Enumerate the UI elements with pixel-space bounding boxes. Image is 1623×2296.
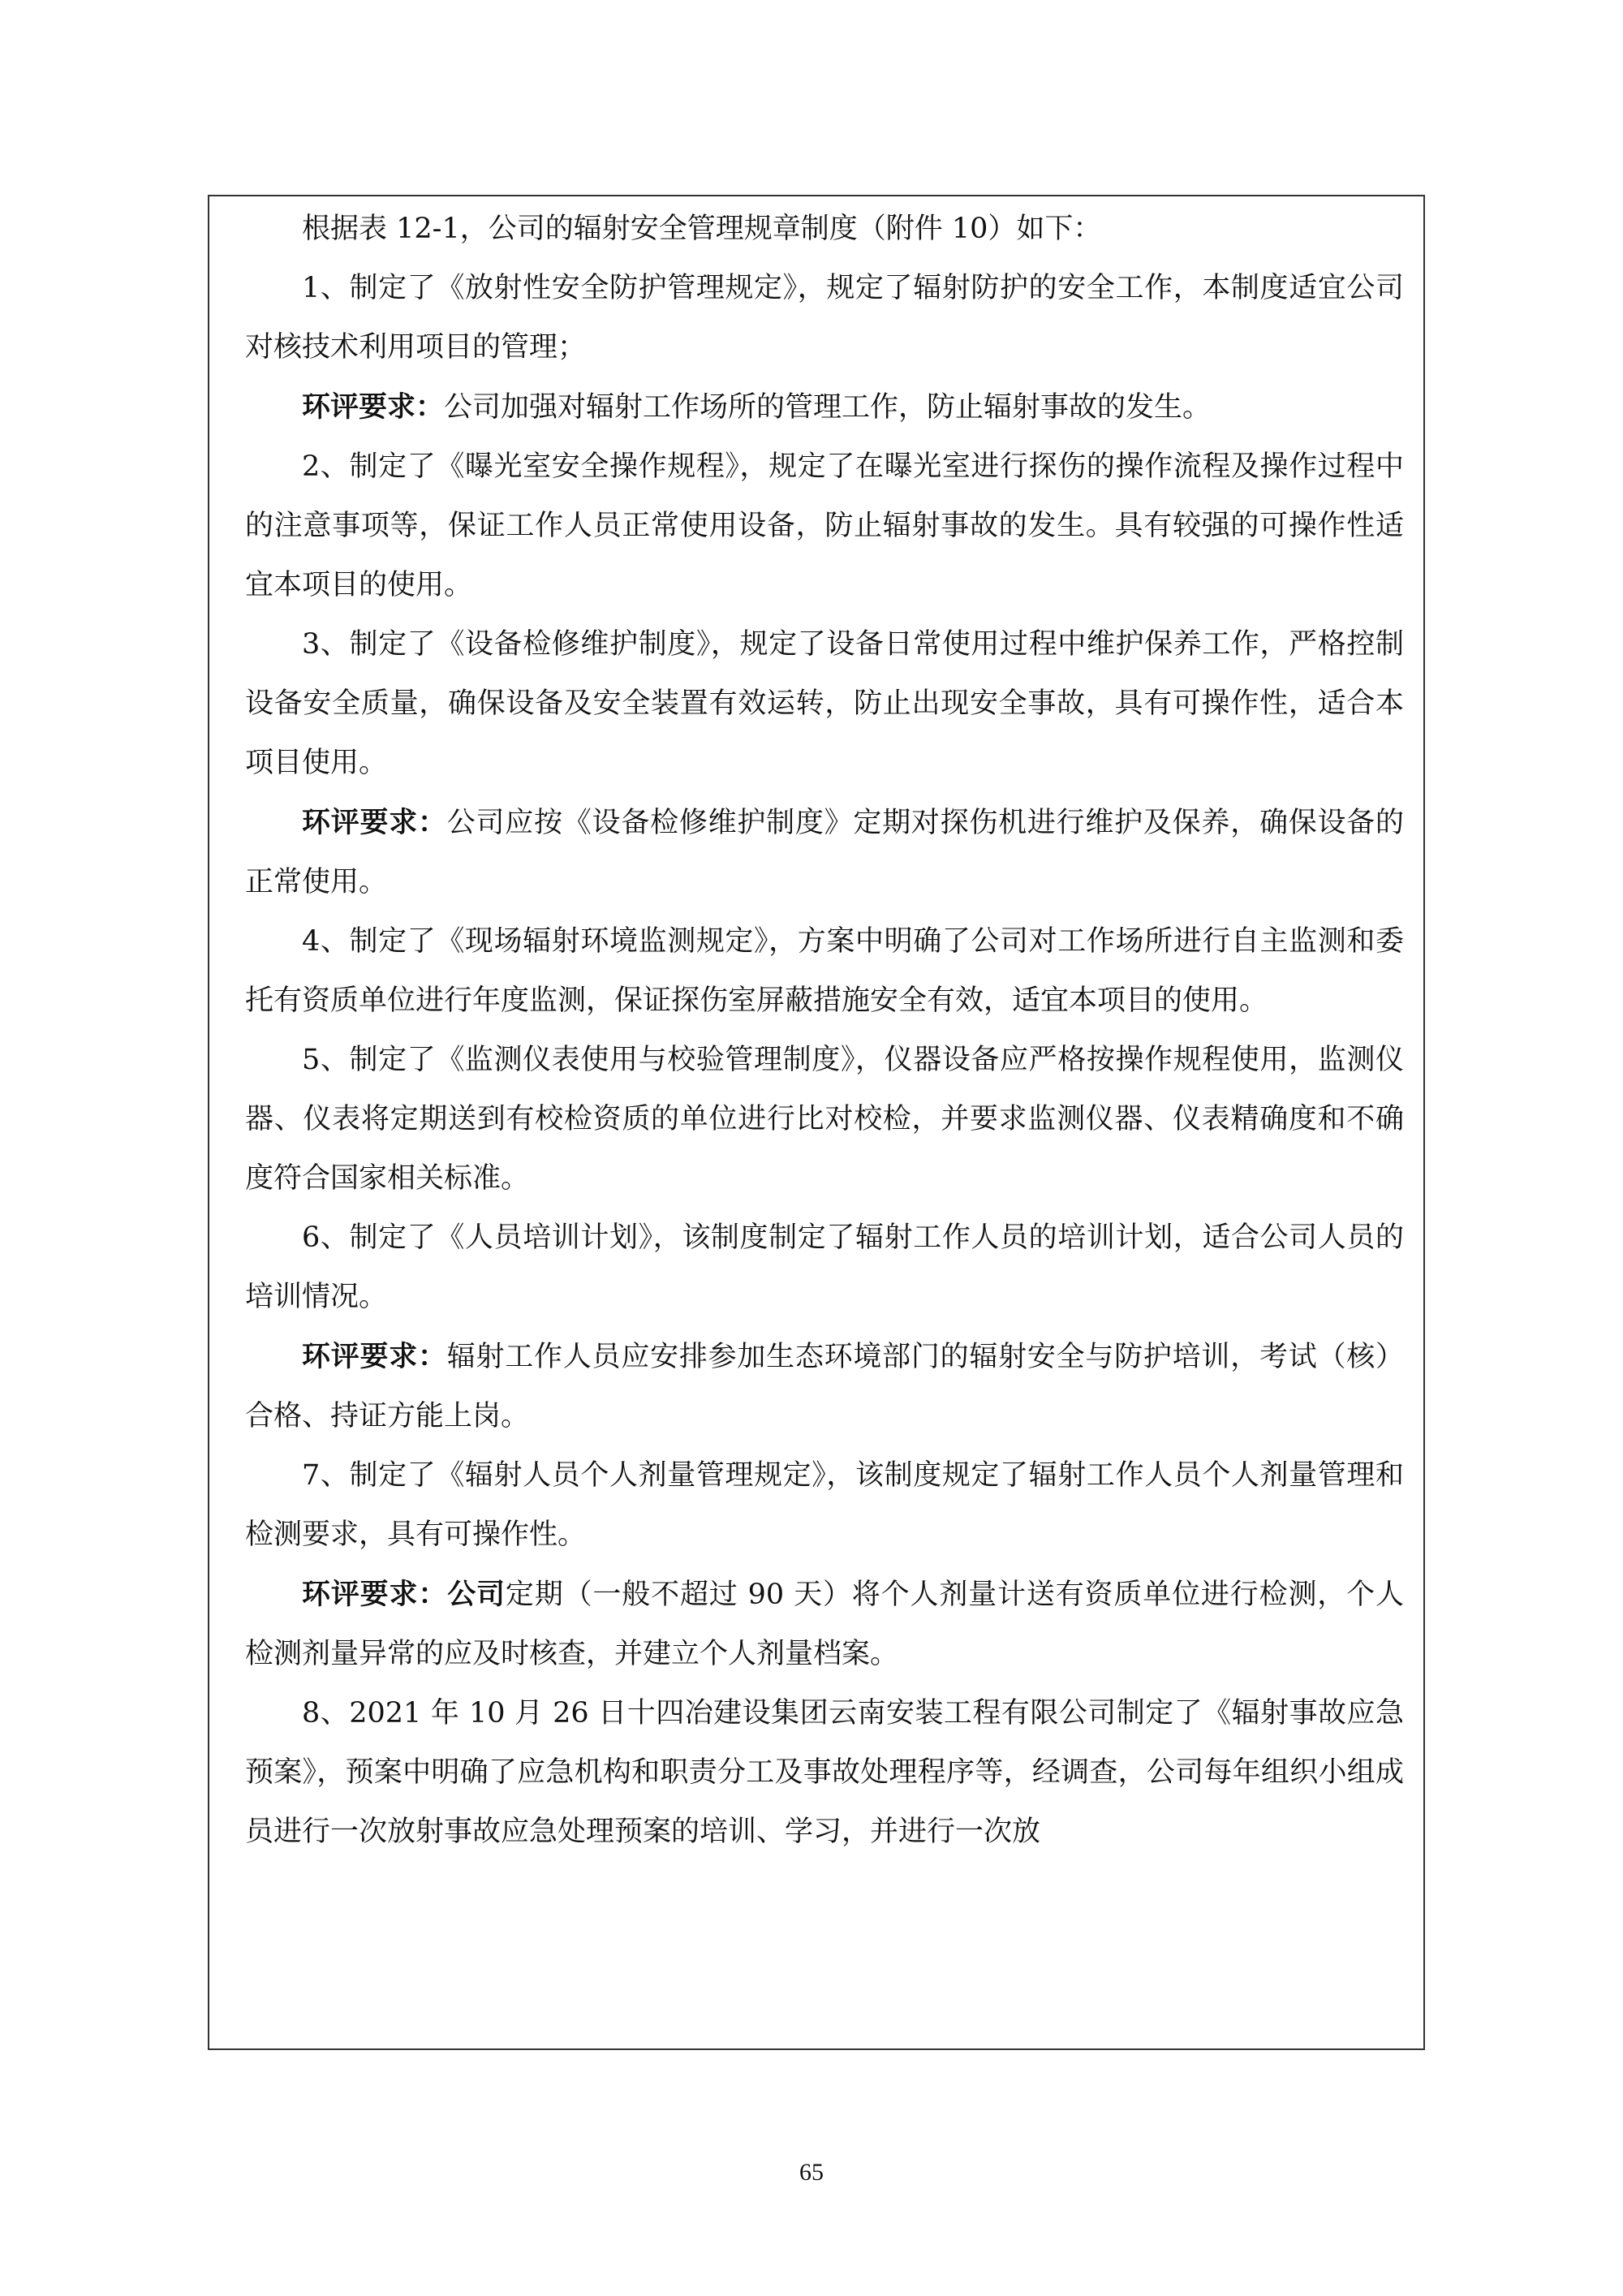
eia-requirement-label: 环评要求： [302,806,447,839]
rule-2-paragraph: 2、制定了《曝光室安全操作规程》，规定了在曝光室进行探伤的操作流程及操作过程中的注意事项等，保证工作人员正常使用设备，防止辐射事故的发生。具有较强的可操作性适宜本项目的使用。 [245,450,1404,601]
eia-requirement-text: 辐射工作人员应安排参加生态环境部门的辐射安全与防护培训，考试（核）合格、持证方能上岗。 [245,1341,1404,1432]
rule-5-paragraph: 5、制定了《监测仪表使用与校验管理制度》，仪器设备应严格按操作规程使用，监测仪器、仪表将定期送到有校检资质的单位进行比对校检，并要求监测仪器、仪表精确度和不确度符合国家相关标准。 [245,1044,1404,1195]
eia-requirement-4 [245,1565,1404,1684]
eia-requirement-text: 定期（一般不超过 90 天）将个人剂量计送有资质单位进行检测，个人检测剂量异常的应及时核查，并建立个人剂量档案。 [245,1579,1404,1670]
rule-7-paragraph: 7、制定了《辐射人员个人剂量管理规定》，该制度规定了辐射工作人员个人剂量管理和检测要求，具有可操作性。 [245,1459,1404,1551]
rule-3-paragraph: 3、制定了《设备检修维护制度》，规定了设备日常使用过程中维护保养工作，严格控制设备安全质量，确保设备及安全装置有效运转，防止出现安全事故，具有可操作性，适合本项目使用。 [245,628,1404,779]
content-table-cell [208,195,1425,2050]
rule-6-paragraph: 6、制定了《人员培训计划》，该制度制定了辐射工作人员的培训计划，适合公司人员的培训情况。 [245,1221,1404,1313]
rule-4-paragraph: 4、制定了《现场辐射环境监测规定》，方案中明确了公司对工作场所进行自主监测和委托有资质单位进行年度监测，保证探伤室屏蔽措施安全有效，适宜本项目的使用。 [245,925,1404,1017]
eia-requirement-text: 公司应按《设备检修维护制度》定期对探伤机进行维护及保养，确保设备的正常使用。 [245,807,1404,898]
page-number: 65 [799,2159,824,2186]
eia-requirement-1 [245,377,1404,437]
eia-requirement-subject: 公司 [447,1578,506,1611]
eia-requirement-label: 环评要求： [302,1340,447,1373]
eia-requirement-2 [245,793,1404,912]
rule-1-paragraph: 1、制定了《放射性安全防护管理规定》，规定了辐射防护的安全工作，本制度适宜公司对核技术利用项目的管理； [245,272,1404,364]
rule-8-paragraph: 8、2021 年 10 月 26 日十四冶建设集团云南安装工程有限公司制定了《辐射事故应急预案》，预案中明确了应急机构和职责分工及事故处理程序等，经调查，公司每年组织小组成员进行一次放射事故应急处理预案的培训、学习，并进行一次放 [245,1697,1404,1848]
eia-requirement-label: 环评要求： [302,1578,448,1611]
eia-requirement-label: 环评要求： [302,390,445,424]
eia-requirement-text: 公司加强对辐射工作场所的管理工作，防止辐射事故的发生。 [444,391,1212,424]
intro-paragraph: 根据表 12-1，公司的辐射安全管理规章制度（附件 10）如下： [302,213,1102,245]
eia-requirement-3 [245,1327,1404,1446]
